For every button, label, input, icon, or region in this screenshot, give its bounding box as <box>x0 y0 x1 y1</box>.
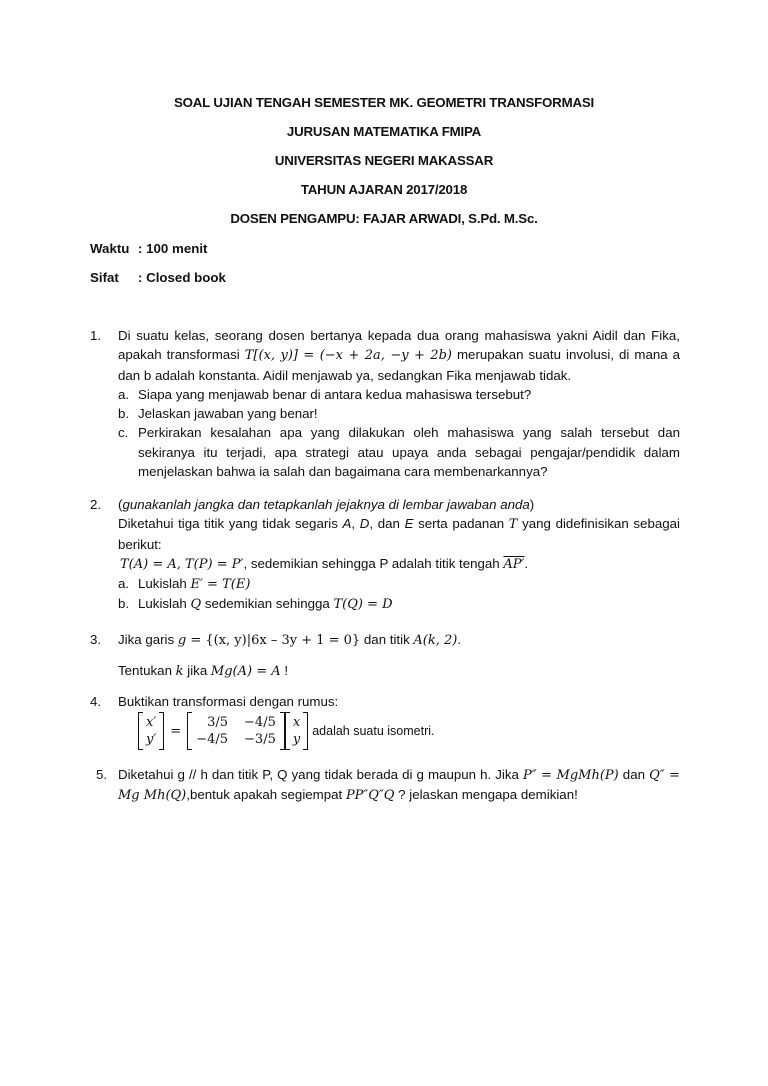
p-double-prime-eq: P″ = MgMh(P) <box>523 768 619 783</box>
text: serta padanan <box>413 516 509 532</box>
transform-t: T <box>508 517 518 533</box>
point-a: A(k, 2) <box>413 633 458 648</box>
text: ? jelaskan mengapa demikian! <box>394 787 578 803</box>
text: dan <box>618 767 650 782</box>
question-4 <box>90 692 680 750</box>
reflection-eq: Mg(A) = A <box>210 664 281 680</box>
text: yang didefinisikan sebagai berikut: <box>118 516 680 552</box>
rhs-x: x <box>292 715 301 731</box>
header-university: UNIVERSITAS NEGERI MAKASSAR <box>274 153 494 168</box>
q4-tail: adalah suatu isometri. <box>312 723 435 738</box>
sub-label: a. <box>118 386 130 402</box>
lhs-y: y′ <box>146 732 157 748</box>
point-q: Q <box>190 597 202 613</box>
question-body <box>118 326 680 481</box>
sub-label: b. <box>118 406 130 422</box>
question-number: 2. <box>90 497 102 512</box>
line-equation: = {(x, y)|6x – 3y + 1 = 0} <box>186 633 361 648</box>
q2-given <box>118 514 680 554</box>
def-math: T(A) = A, T(P) = P′ <box>120 556 244 572</box>
line-g: g <box>177 633 187 648</box>
sub-text: Lukislah <box>138 596 191 612</box>
sub-label: b. <box>118 596 130 612</box>
paren: ( <box>118 497 123 512</box>
q1-text-b: merupakan suatu involusi, di mana a dan b adalah konstanta. Aidil menjawab ya, sedangkan Fika menjawab tidak. <box>118 347 681 383</box>
q2-sub-a <box>118 574 680 594</box>
q4-matrix-equation <box>138 712 680 750</box>
question-body <box>118 630 680 682</box>
text: dan titik <box>360 632 414 647</box>
question-body <box>118 765 680 806</box>
var-k: k <box>175 664 184 680</box>
point-d: D <box>359 516 370 532</box>
question-number: 4. <box>90 694 102 709</box>
header-year: TAHUN AJARAN 2017/2018 <box>300 182 468 197</box>
sub-text: Perkirakan kesalahan apa yang dilakukan oleh mahasiswa yang salah tersebut dan sekiranya itu terjadi, apa strategi atau upaya anda sebagai pengajar/pendidik dalam menjelaskan bahwa ia salah dan bagaimana cara membenarkannya? <box>138 425 680 480</box>
header-title: SOAL UJIAN TENGAH SEMESTER MK. GEOMETRI TRANSFORMASI <box>173 95 595 110</box>
sub-label: c. <box>118 425 129 441</box>
q3-line1 <box>118 630 680 650</box>
sub-text: Siapa yang menjawab benar di antara kedua mahasiswa tersebut? <box>138 386 532 402</box>
text: ! <box>280 663 289 679</box>
text: Diketahui g // h dan titik P, Q yang tidak berada di g maupun h. Jika <box>118 767 523 782</box>
sub-text: sedemikian sehingga <box>201 596 334 612</box>
header-lecturer: DOSEN PENGAMPU: FAJAR ARWADI, S.Pd. M.Sc. <box>230 211 538 226</box>
matrix-entry: −4/5 <box>244 715 276 731</box>
sifat-value: : Closed book <box>138 270 226 285</box>
sub-math: T(Q) = D <box>333 597 393 613</box>
q-double-prime-eq: Q″ = Mg Mh(Q) <box>118 768 680 804</box>
waktu-value: : 100 menit <box>138 241 208 256</box>
header-department: JURUSAN MATEMATIKA FMIPA <box>286 124 482 139</box>
text: . <box>457 632 462 647</box>
text: . <box>524 555 529 571</box>
equals-sign: = <box>170 723 182 739</box>
q2-instruction <box>118 495 680 514</box>
matrix-entry: −4/5 <box>196 732 229 748</box>
question-number: 5. <box>96 767 108 782</box>
point-a: A <box>342 516 352 532</box>
lhs-x: x′ <box>146 715 157 731</box>
text: ,bentuk apakah segiempat <box>186 787 346 803</box>
meta-sifat <box>90 270 226 285</box>
q1-sub-a <box>118 385 680 404</box>
rhs-y: y <box>292 732 301 748</box>
transform-matrix <box>187 712 285 750</box>
quadrilateral: PP″Q″Q <box>345 788 395 804</box>
matrix-entry: −3/5 <box>244 732 276 748</box>
text: jika <box>183 663 211 679</box>
segment-ap: AP′ <box>503 556 525 572</box>
lhs-vector <box>138 712 164 750</box>
question-3 <box>90 630 680 682</box>
question-5 <box>96 765 680 806</box>
point-e: E <box>404 516 414 532</box>
q2-sub-b <box>118 594 680 614</box>
matrix-entry: 3/5 <box>207 715 229 731</box>
question-body <box>118 495 680 615</box>
q4-text: Buktikan transformasi dengan rumus: <box>118 694 339 709</box>
paren: ) <box>529 497 535 512</box>
text: Jika garis <box>118 632 178 647</box>
q3-line2 <box>118 661 680 681</box>
sub-label: a. <box>118 576 130 592</box>
q2-definition <box>118 554 680 574</box>
q1-sub-b <box>118 404 680 423</box>
rhs-vector <box>285 712 308 750</box>
meta-waktu <box>90 241 207 256</box>
question-1 <box>90 326 680 481</box>
q2-italic-note: gunakanlah jangka dan tetapkanlah jejaknya di lembar jawaban anda <box>122 497 530 512</box>
q1-math: T[(x, y)] = (−x + 2a, −y + 2b) <box>244 348 452 364</box>
question-number: 3. <box>90 632 102 647</box>
q1-text-a: Di suatu kelas, seorang dosen bertanya kepada dua orang mahasiswa yakni Aidil dan Fika, apakah transformasi <box>118 328 680 363</box>
text: , <box>351 516 360 532</box>
sub-text: Lukislah <box>138 576 191 592</box>
sub-math: E′ = T(E) <box>190 577 251 593</box>
text: Tentukan <box>118 663 176 679</box>
question-body <box>118 692 680 750</box>
waktu-label: Waktu <box>90 241 130 256</box>
text: Diketahui tiga titik yang tidak segaris <box>118 516 343 532</box>
text: , sedemikian sehingga P adalah titik tengah <box>243 555 504 571</box>
sub-text: Jelaskan jawaban yang benar! <box>138 406 318 422</box>
text: , dan <box>369 516 405 532</box>
q1-sub-c <box>118 423 680 481</box>
question-2 <box>90 495 680 615</box>
question-number: 1. <box>90 328 102 343</box>
sifat-label: Sifat <box>90 270 119 285</box>
